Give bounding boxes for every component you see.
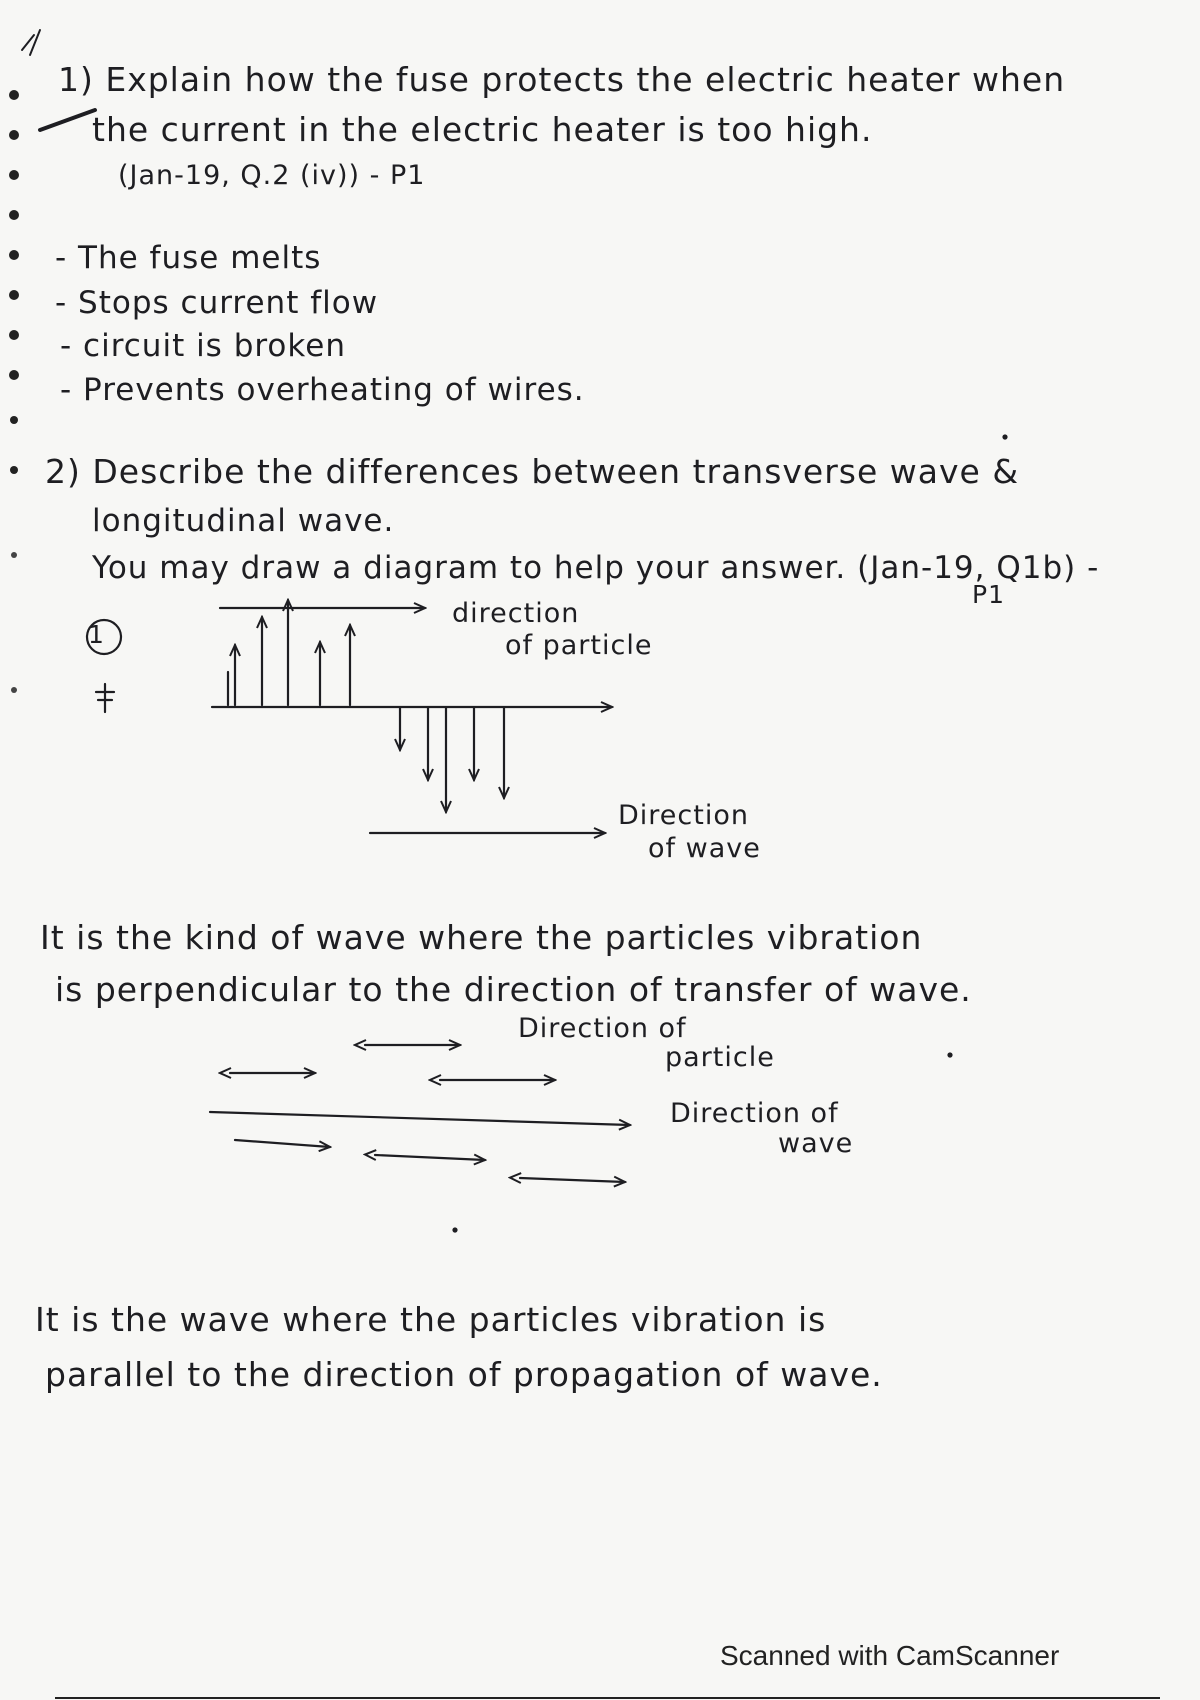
double-arrow [520,1178,625,1182]
asterisk-mark [96,684,114,712]
transverse-particle-label-2: of particle [505,630,653,661]
longitudinal-particle-label-1: Direction of [518,1013,687,1044]
double-arrow [235,1140,330,1147]
transverse-description-line-2: is perpendicular to the direction of transfer of wave. [55,970,972,1009]
answer-1-item-3: - circuit is broken [60,328,346,364]
longitudinal-wave-label-1: Direction of [670,1098,839,1129]
question-2-line-3: You may draw a diagram to help your answer. (Jan-19, Q1b) - [92,550,1100,586]
longitudinal-wave-label-2: wave [778,1128,854,1159]
transverse-marker: 1 [88,620,105,649]
question-2-line-1: 2) Describe the differences between transverse wave & [45,452,1020,491]
question-2-reference-tail: P1 [972,580,1005,609]
question-1-reference: (Jan-19, Q.2 (iv)) - P1 [118,160,426,191]
answer-1-item-1: - The fuse melts [55,240,322,276]
stray-dot [454,1229,457,1232]
question-2-line-2: longitudinal wave. [92,503,395,539]
question-1-line-2: the current in the electric heater is too high. [92,110,873,149]
camscanner-watermark: Scanned with CamScanner [720,1640,1060,1671]
footer-rule [55,1697,1160,1699]
transverse-particle-label-1: direction [452,598,580,629]
stray-dot [1004,436,1007,439]
longitudinal-particle-label-2: particle [665,1042,775,1073]
longitudinal-description-line-1: It is the wave where the particles vibration is [35,1300,827,1339]
stray-dot [949,1054,952,1057]
transverse-description-line-1: It is the kind of wave where the particles vibration [40,918,923,957]
answer-1-item-4: - Prevents overheating of wires. [60,372,585,408]
check-mark [40,110,95,130]
double-arrow [375,1155,485,1160]
notebook-margin [0,0,40,1700]
transverse-wave-label-2: of wave [648,833,761,864]
longitudinal-baseline [210,1112,630,1125]
longitudinal-description-line-2: parallel to the direction of propagation of wave. [45,1355,883,1394]
question-1-line-1: 1) Explain how the fuse protects the electric heater when [58,60,1066,99]
transverse-wave-label-1: Direction [618,800,749,831]
answer-1-item-2: - Stops current flow [55,285,379,321]
